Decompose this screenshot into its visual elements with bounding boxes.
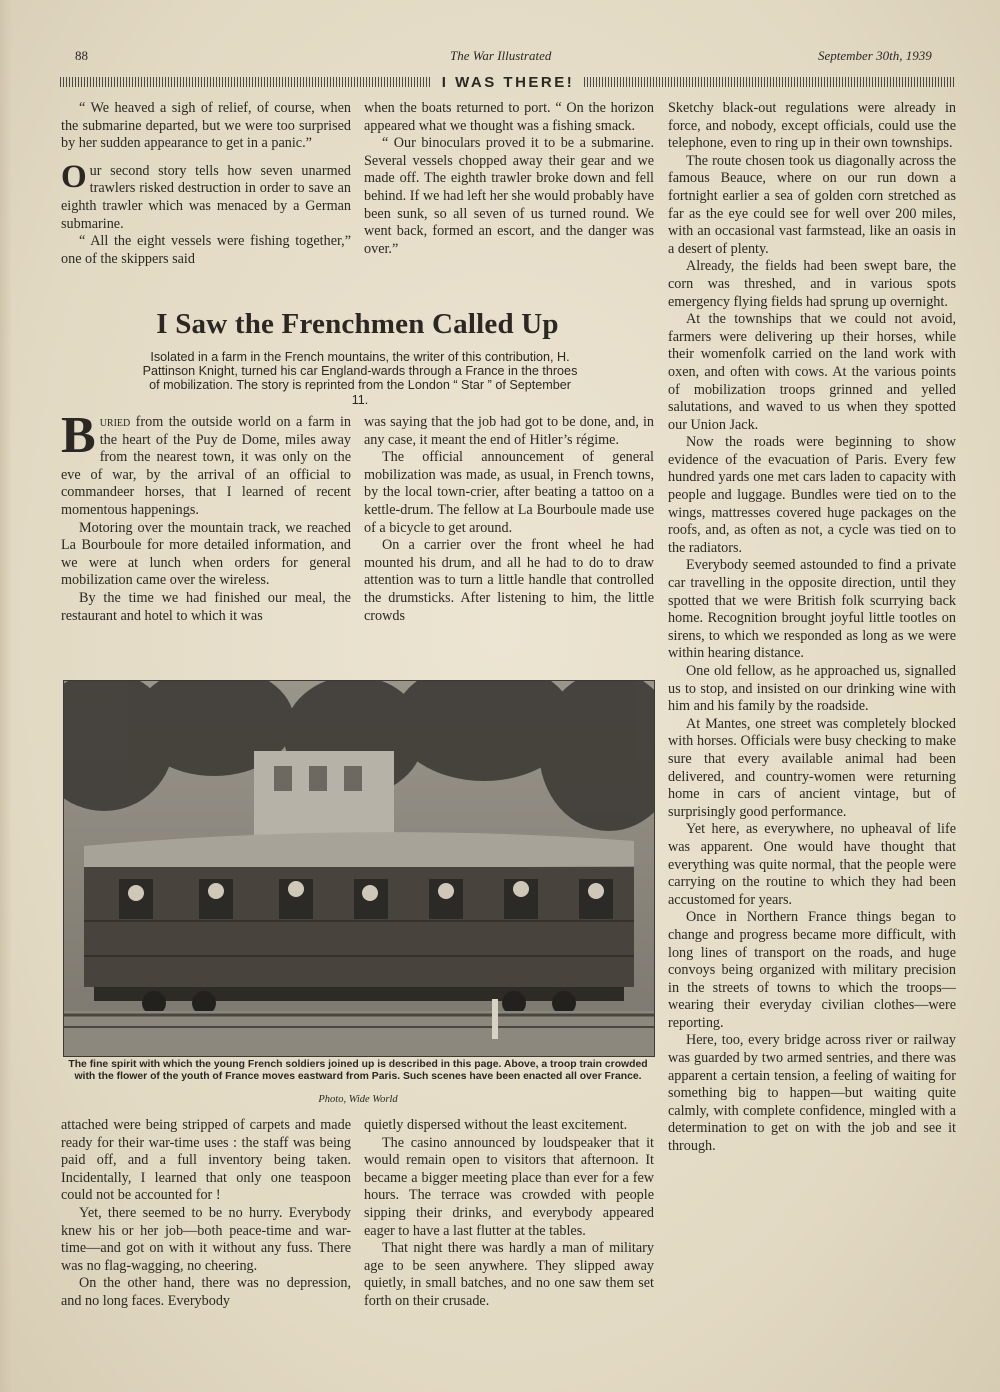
paragraph: was saying that the job had got to be done, and, in any case, it meant the end of Hitler’s régime. [364,414,654,448]
paragraph: attached were being stripped of carpets and made ready for their war-time uses : the staff was being paid off, and a full inventory being taken. Incidentally, I learned that only one teaspoon could not be accounted for ! [61,1117,351,1204]
paragraph: Everybody seemed astounded to find a private car travelling in the opposite direction, until they spotted that we were British folk scurrying back home. Recognition brought joyful little tootles on sirens, to which we responded as long as we were within hearing distance. [668,557,956,662]
section-banner [60,74,956,90]
paragraph: At Mantes, one street was completely blocked with horses. Officials were busy checking to make sure that every available animal had been delivered, and country-women were returning home in cars of ancient vintage, but of surprisingly good performance. [668,715,956,820]
bottom-column-1 [61,1117,351,1311]
troop-train-photo [63,680,655,1057]
paragraph: Now the roads were beginning to show evidence of the evacuation of Paris. Every few hundred yards one met cars laden to capacity with people and luggage. Bundles were tied on to the wings, mattresses covered huge packages on the roofs, and, as often as not, a cycle was tied on to the radiators. [668,434,956,556]
paragraph: On the other hand, there was no depression, and no long faces. Everybody [61,1275,351,1309]
paragraph: Already, the fields had been swept bare, the corn was threshed, and in various spots emergency flying fields had sprung up overnight. [668,258,956,310]
top-column-1 [61,100,351,268]
paragraph: Buried from the outside world on a farm in the heart of the Puy de Dome, miles away from the nearest town, it was only on the eve of war, by the arrival of an official to commandeer horses, that I learned of recent momentous happenings. [61,407,351,518]
drop-cap: B [61,407,96,464]
paragraph: when the boats returned to port. “ On the horizon appeared what we thought was a fishing smack. [364,100,654,134]
paragraph: Once in Northern France things began to change and progress became more difficult, with long lines of transport on the roads, and huge convoys being organized with military precision in the streets of towns to which the troops—wearing their everyday civilian clothes—were reporting. [668,909,956,1031]
paragraph: Our second story tells how seven unarmed trawlers risked destruction in order to save an eighth trawler which was menaced by a German submarine. [61,158,351,232]
drop-cap: O [61,158,87,195]
issue-date: September 30th, 1939 [818,48,932,63]
article-column-2 [364,414,654,625]
article-column-1 [61,407,351,625]
section-title: I WAS THERE! [441,73,575,91]
troop-train-illustration [64,681,654,1056]
paragraph: That night there was hardly a man of military age to be seen anywhere. They slipped away quietly, in small batches, and no one saw them set forth on their crusade. [364,1240,654,1309]
article-column-3 [668,100,956,1156]
paragraph: Yet, there seemed to be no hurry. Everybody knew his or her job—both peace-time and war-time—and got on with it without any fuss. There was no flag-wagging, no cheering. [61,1204,351,1274]
photo-caption: The fine spirit with which the young French soldiers joined up is described in this page. Above, a troop train crowded with the flower of the youth of France moves eastward from Paris. Such scenes have been enacted all over France. [68,1059,648,1082]
paragraph: “ All the eight vessels were fishing together,” one of the skippers said [61,233,351,267]
paragraph: The official announcement of general mobilization was made, as usual, in French towns, by the local town-crier, after beating a tattoo on a kettle-drum. The fellow at La Bourboule made use of a bicycle to get around. [364,449,654,536]
paragraph: On a carrier over the front wheel he had mounted his drum, and all he had to do to draw attention was to turn a little handle that controlled the drumsticks. After listening to him, the little crowds [364,537,654,624]
page-edge-shadow [0,0,12,1392]
paragraph: Here, too, every bridge across river or railway was guarded by two armed sentries, and there was apparent a certain tension, a feeling of waiting for something big to happen—but waiting quite calmly, with complete confidence, mingled with a determination to get on with the job and see it through. [668,1032,956,1155]
page-number: 88 [75,48,88,63]
top-column-2 [364,100,654,258]
paragraph: “ We heaved a sigh of relief, of course, when the submarine departed, but we were too surprised by her sudden appearance to get in a panic.” [61,100,351,152]
publication-title: The War Illustrated [450,48,552,63]
paragraph: The route chosen took us diagonally across the famous Beauce, where on our run down a fortnight earlier a sea of golden corn stretched as far as the eye could see for well over 200 miles, with an occasional vast farmstead, like an oasis in a desert of plenty. [668,152,956,257]
article-headline: I Saw the Frenchmen Called Up [156,308,559,340]
paragraph: The casino announced by loudspeaker that it would remain open to visitors that afternoon. It became a bigger meeting place than ever for a few hours. The terrace was crowded with people sipping their drinks, and everybody appeared eager to have a last flutter at the tables. [364,1134,654,1239]
photo-credit: Photo, Wide World [318,1094,398,1105]
paragraph: quietly dispersed without the least excitement. [364,1117,628,1133]
paragraph: By the time we had finished our meal, the restaurant and hotel to which it was [61,589,351,624]
paragraph: “ Our binoculars proved it to be a submarine. Several vessels chopped away their gear and we made off. The eighth trawler broke down and fell behind. If we had left her she would probably have been sunk, so all seven of us turned round. We went back, formed an escort, and the danger was over.” [364,135,654,257]
paragraph: Motoring over the mountain track, we reached La Bourboule for more detailed information, and we were at lunch when orders for general mobilization came over the wireless. [61,519,351,589]
article-intro: Isolated in a farm in the French mountains, the writer of this contribution, H. Pattinson Knight, turned his car England-wards through a France in the throes of mobilization. The story is reprinted from the London “ Star ” of September 11. [142,350,578,407]
bottom-column-2 [364,1117,654,1311]
paragraph: Sketchy black-out regulations were already in force, and nobody, except officials, could use the telephone, even to ring up in their own townships. [668,100,956,152]
paragraph: Yet here, as everywhere, no upheaval of life was apparent. One would have thought that everything was quite normal, that the people were carrying on the routine to which they had been accustomed for years. [668,821,956,908]
paragraph: At the townships that we could not avoid, farmers were delivering up their horses, while their womenfolk carried on the land work with oxen, and often with cows. At the various points of mobilization troops grinned and yelled salutations, and waved to us when they spotted our Union Jack. [668,311,956,433]
banner-rule-right [584,77,956,87]
banner-rule-left [60,77,432,87]
paragraph: One old fellow, as he approached us, signalled us to stop, and insisted on our drinking wine with him and his family by the roadside. [668,663,956,715]
